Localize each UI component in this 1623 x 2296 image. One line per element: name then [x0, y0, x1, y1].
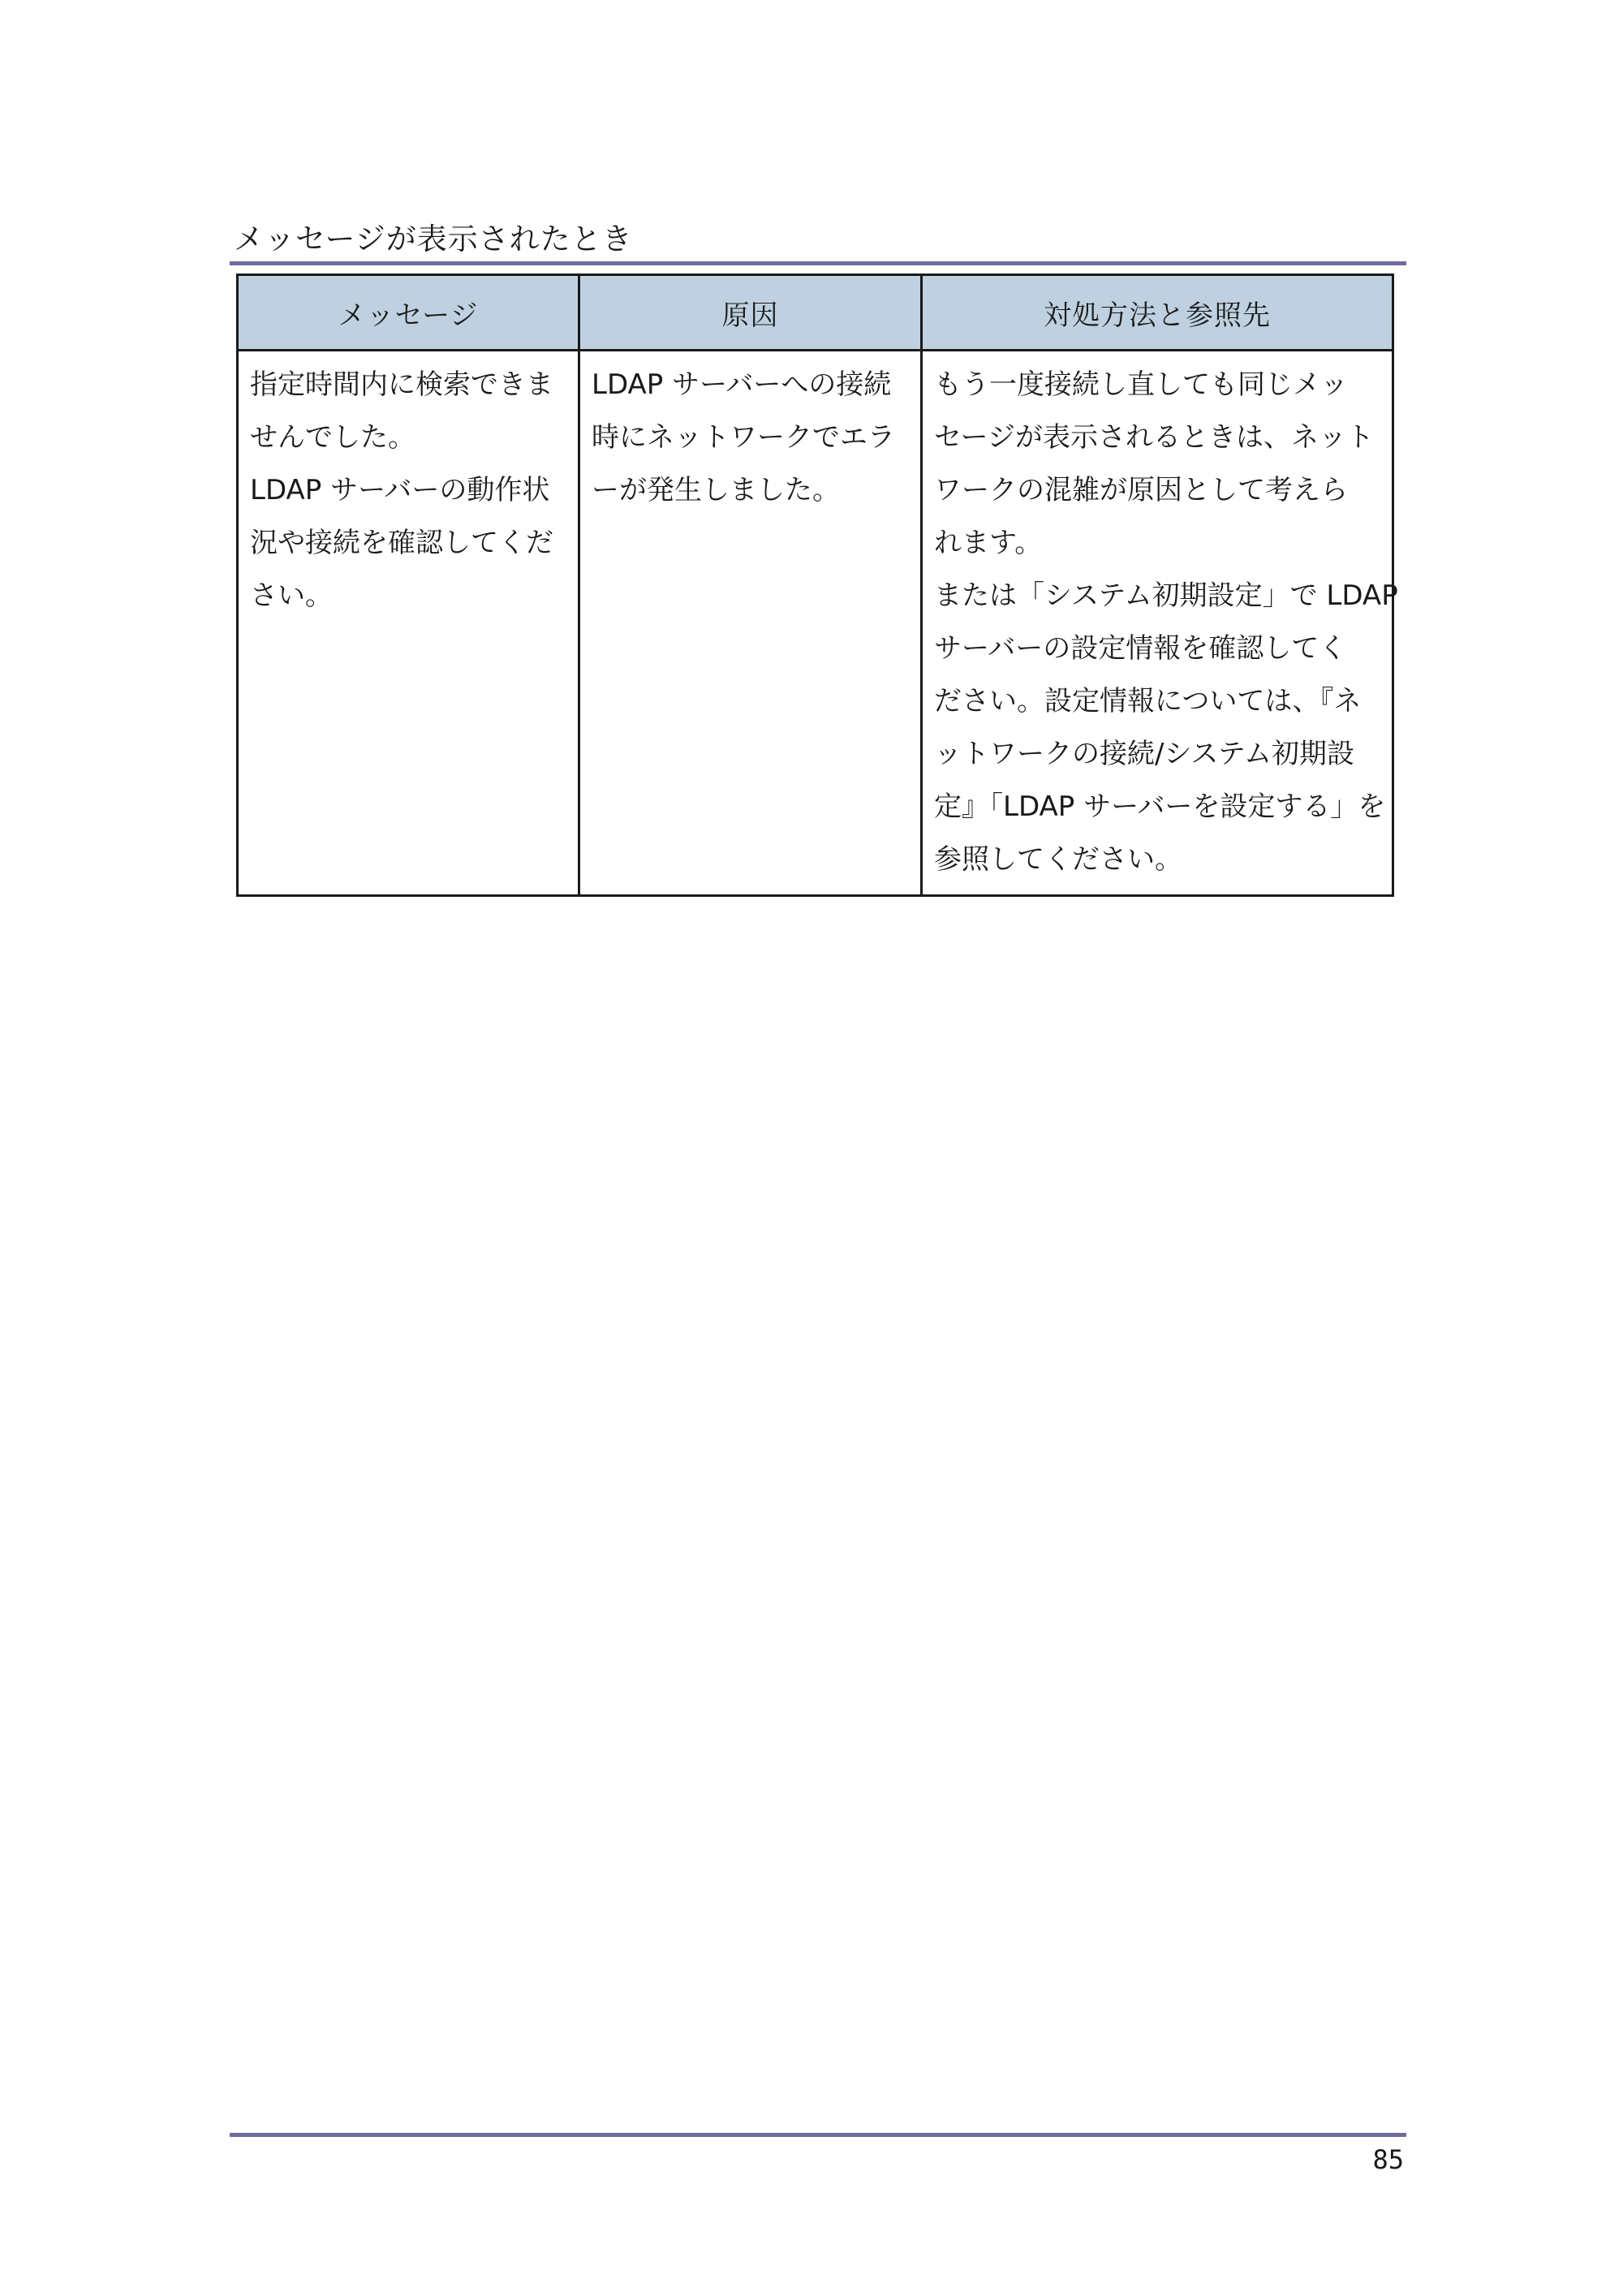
table-row [238, 351, 1393, 896]
section-title: メッセージが表示されたとき [234, 222, 633, 256]
solution-cell [922, 351, 1398, 896]
message-table [236, 274, 1398, 897]
table-header-row [238, 275, 1393, 351]
cause-cell [579, 351, 922, 896]
message-line: LDAP サーバーの動作状 [250, 474, 550, 506]
message-line: 指定時間内に検索できま [250, 368, 553, 401]
solution-line: サーバーの設定情報を確認してく [934, 632, 1347, 665]
solution-line: ットワークの接続/システム初期設 [934, 738, 1355, 770]
solution-line: または「システム初期設定」で LDAP [934, 579, 1398, 612]
cause-line: ーが発生しました。 [592, 474, 840, 506]
solution-line: れます。 [934, 527, 1043, 559]
cause-line: 時にネットワークでエラ [592, 421, 895, 454]
header-divider [230, 261, 1406, 265]
solution-line: ださい。設定情報については、『ネ [934, 685, 1362, 717]
message-line: 況や接続を確認してくだ [250, 527, 553, 559]
solution-line: もう一度接続し直しても同じメッ [934, 368, 1348, 401]
solution-line: セージが表示されるときは、ネット [934, 421, 1374, 454]
message-cell [238, 351, 579, 896]
message-line: せんでした。 [250, 421, 415, 454]
header-cause: 原因 [579, 275, 922, 351]
header-solution: 対処方法と参照先 [922, 275, 1393, 351]
solution-line: 参照してください。 [934, 843, 1182, 876]
message-line: さい。 [250, 579, 333, 612]
cause-line: LDAP サーバーへの接続 [592, 368, 892, 401]
solution-line: 定』「LDAP サーバーを設定する」を [934, 790, 1386, 823]
solution-line: ワークの混雑が原因として考えら [934, 474, 1348, 506]
page-number: 85 [1372, 2144, 1404, 2175]
footer-divider [230, 2133, 1406, 2137]
header-message: メッセージ [238, 275, 579, 351]
